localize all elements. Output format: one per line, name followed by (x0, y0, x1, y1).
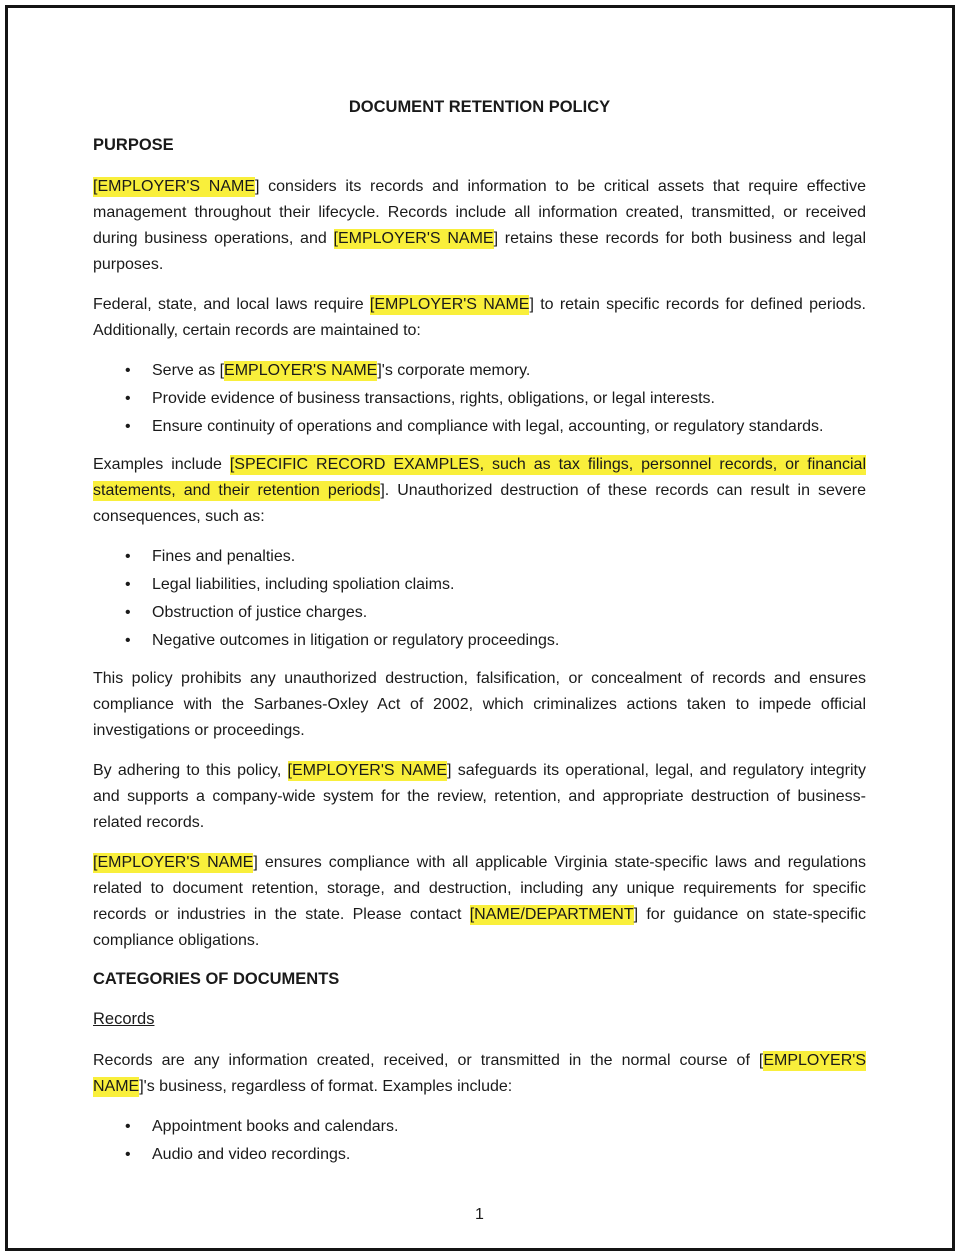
paragraph-examples: Examples include [SPECIFIC RECORD EXAMPLES, such as tax filings, personnel records, or financial statements, and their retention periods]. Unauthorized destruction of these records can result in severe consequences, such as: (93, 456, 867, 525)
list-item: • Ensure continuity of operations and compliance with legal, accounting, or regulatory standards. (152, 414, 866, 440)
list-item: • Audio and video recordings. (152, 1142, 866, 1168)
paragraph-intro: [EMPLOYER'S NAME] considers its records and information to be critical assets that require effective management throughout their lifecycle. Records include all information created, transmitted, or received during business operations, and [EMPLOYER'S NAME] retains these records for both business and legal purposes. (93, 178, 867, 273)
list-item: • Obstruction of justice charges. (152, 600, 866, 626)
page-number: 1 (475, 1206, 484, 1223)
list-item: • Provide evidence of business transactions, rights, obligations, or legal interests. (152, 386, 866, 412)
paragraph-laws: Federal, state, and local laws require [EMPLOYER'S NAME] to retain specific records for defined periods. Additionally, certain records are maintained to: (93, 296, 866, 339)
list-record-examples (93, 1114, 866, 1168)
paragraph-adherence: By adhering to this policy, [EMPLOYER'S NAME] safeguards its operational, legal, and regulatory integrity and supports a company-wide system for the review, retention, and appropriate destruction of business-related records. (93, 762, 866, 831)
document-title: DOCUMENT RETENTION POLICY (348, 98, 611, 116)
list-consequences (93, 544, 866, 654)
list-item: • Legal liabilities, including spoliation claims. (152, 572, 866, 598)
list-item: • Appointment books and calendars. (152, 1114, 866, 1140)
paragraph-state-compliance: [EMPLOYER'S NAME] ensures compliance with all applicable Virginia state-specific laws and regulations related to document retention, storage, and destruction, including any unique requirements for specific records or industries in the state. Please contact [NAME/DEPARTMENT] for guidance on state-specific compliance obligations. (93, 854, 867, 949)
list-item: • Negative outcomes in litigation or regulatory proceedings. (152, 628, 866, 654)
list-purpose-reasons (93, 358, 866, 440)
heading-categories: CATEGORIES OF DOCUMENTS (93, 970, 340, 988)
highlighted-placeholder: EMPLOYER'S NAME (224, 362, 378, 379)
highlighted-placeholder: [EMPLOYER'S NAME (287, 762, 448, 779)
highlighted-placeholder: [SPECIFIC RECORD EXAMPLES, such as tax filings, personnel records, or financial statements, and their retention periods (93, 456, 867, 499)
list-item: • Serve as [EMPLOYER'S NAME]'s corporate memory. (152, 358, 866, 384)
paragraph-records-definition: Records are any information created, received, or transmitted in the normal course of [EMPLOYER'S NAME]'s business, regardless of format. Examples include: (93, 1052, 866, 1095)
highlighted-placeholder: [EMPLOYER'S NAME (93, 854, 254, 871)
highlighted-placeholder: [EMPLOYER'S NAME (333, 230, 494, 247)
heading-purpose: PURPOSE (93, 136, 174, 154)
list-item: • Fines and penalties. (152, 544, 866, 570)
highlighted-placeholder: EMPLOYER'S NAME (93, 1052, 866, 1095)
highlighted-placeholder: [NAME/DEPARTMENT (469, 906, 634, 923)
paragraph-prohibition: This policy prohibits any unauthorized destruction, falsification, or concealment of records and ensures compliance with the Sarbanes-Oxley Act of 2002, which criminalizes actions taken to impede official investigations or proceedings. (93, 670, 866, 739)
document-page (93, 0, 866, 1226)
highlighted-placeholder: [EMPLOYER'S NAME (93, 178, 256, 195)
heading-records: Records (93, 1010, 155, 1028)
highlighted-placeholder: [EMPLOYER'S NAME (369, 296, 530, 313)
